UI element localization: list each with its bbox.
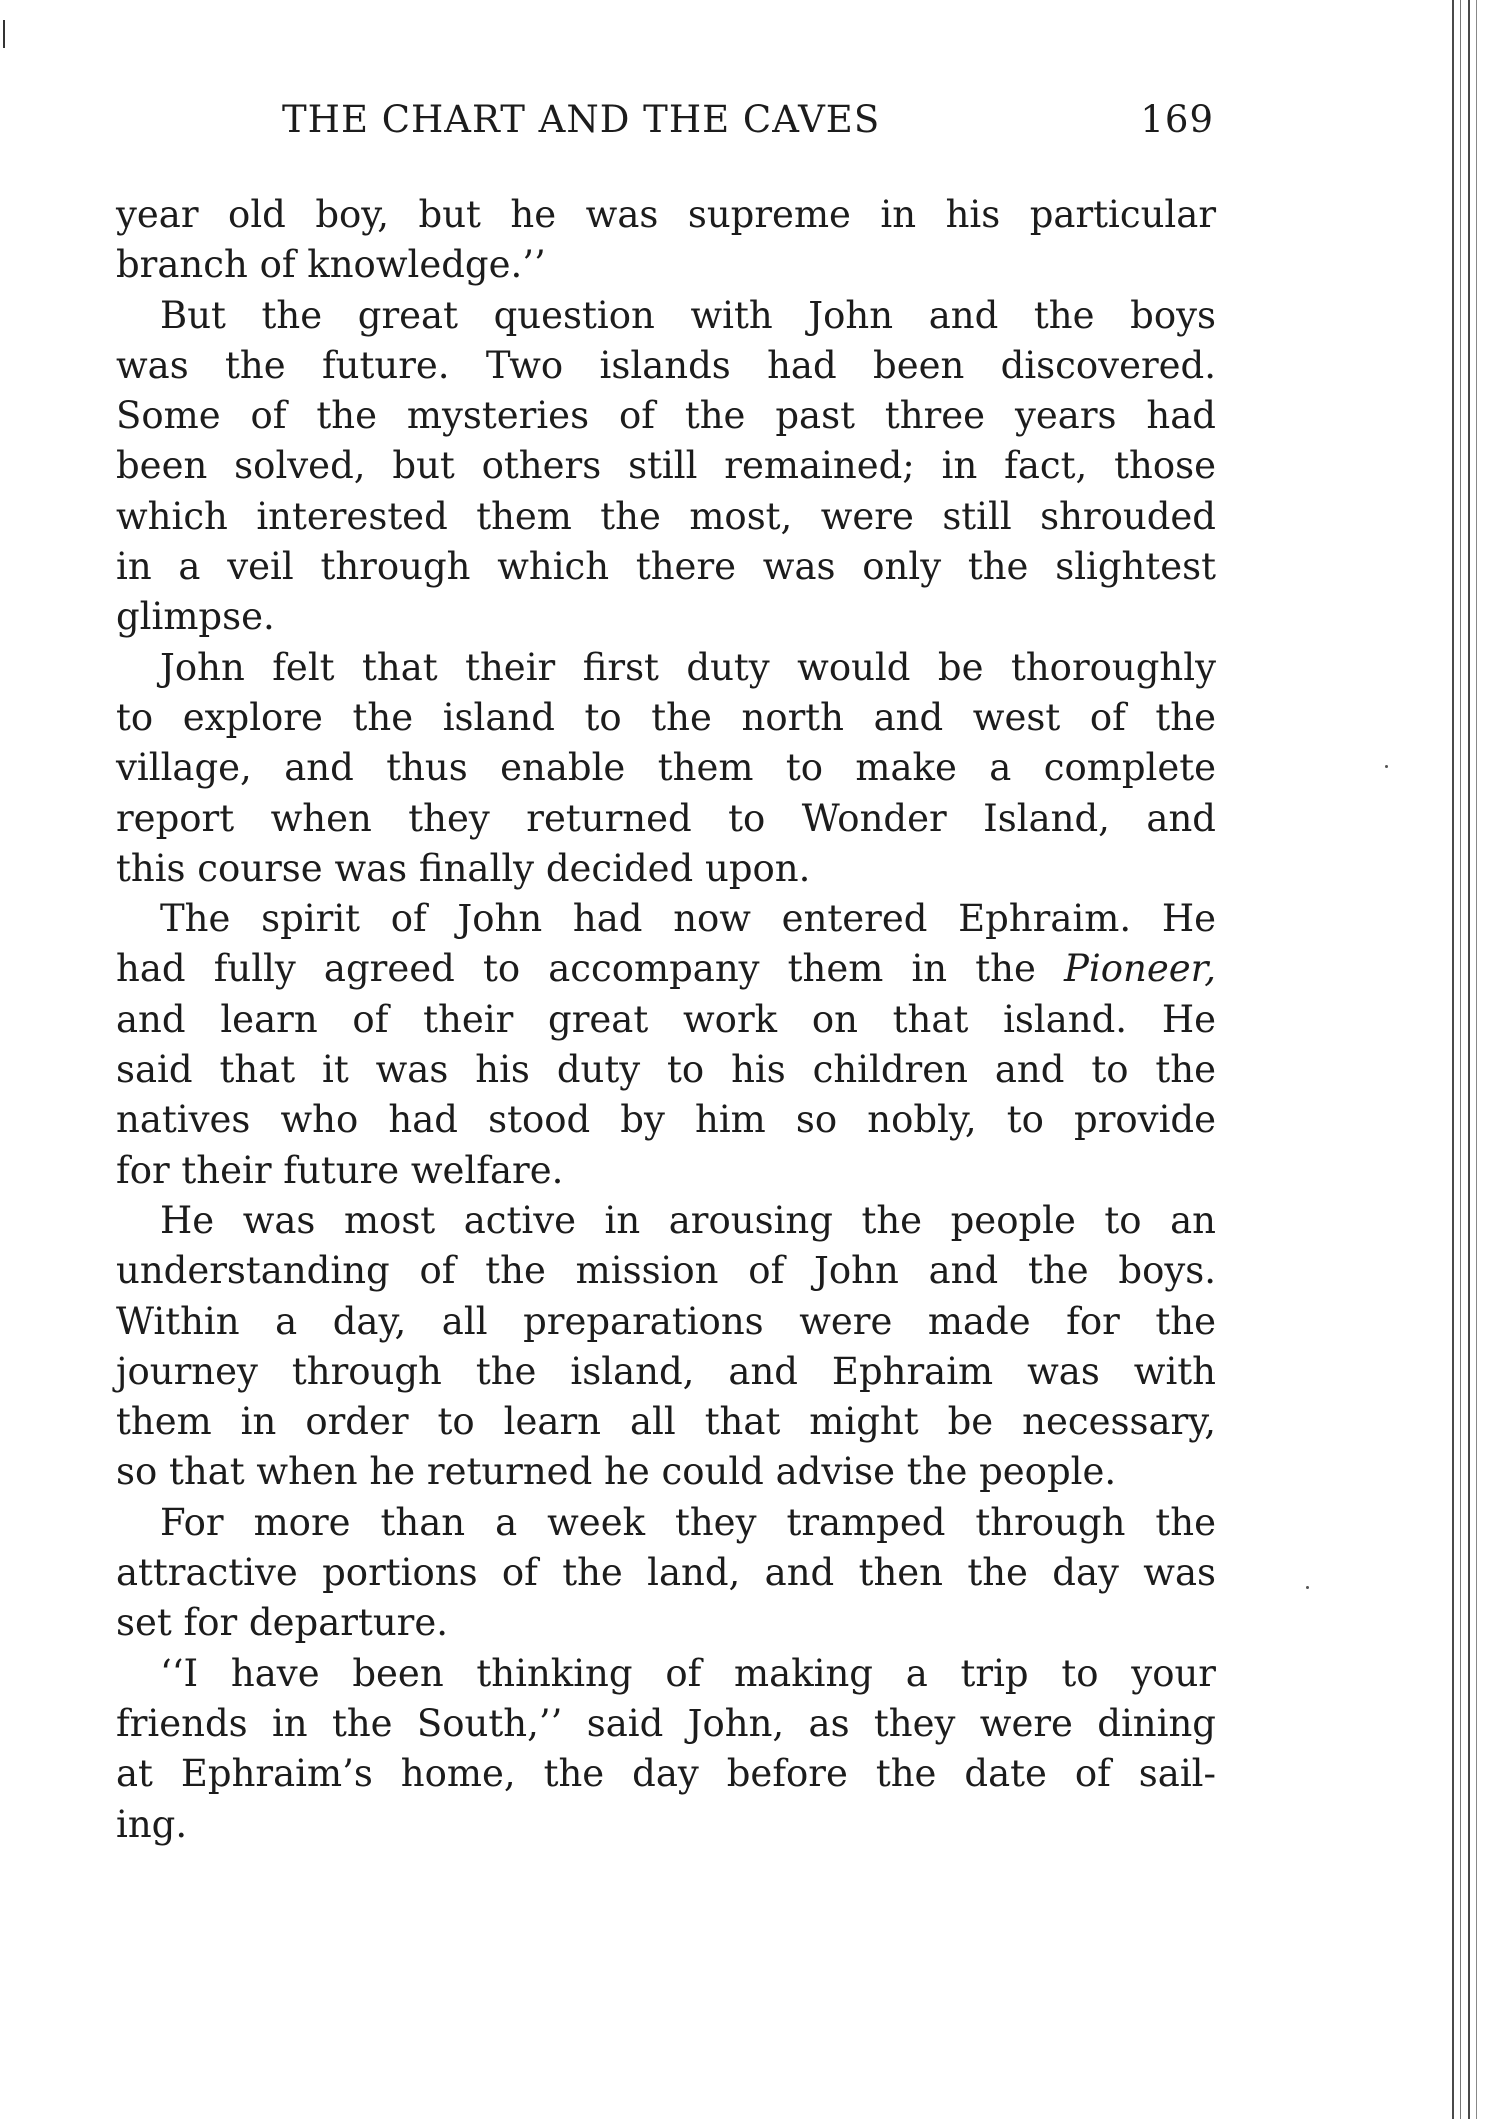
text-line: He was most active in arousing the people to an xyxy=(160,1198,1216,1242)
scan-speck xyxy=(1385,765,1388,768)
running-header xyxy=(116,98,1216,150)
text-line: said that it was his duty to his children and to the xyxy=(116,1048,1216,1092)
scan-edge-line xyxy=(1452,0,1454,2119)
text-line: which interested them the most, were still shrouded xyxy=(116,494,1216,538)
text-line: had fully agreed to accompany them in the Pioneer, xyxy=(116,947,1216,991)
text-line: John felt that their first duty would be thoroughly xyxy=(160,645,1216,689)
body-text xyxy=(116,190,1216,1850)
text-line: ing. xyxy=(116,1802,188,1846)
text-line: and learn of their great work on that island. He xyxy=(116,997,1216,1041)
text-line: was the future. Two islands had been discovered. xyxy=(116,343,1216,387)
text-line: glimpse. xyxy=(116,595,275,639)
text-line: at Ephraim’s home, the day before the date of sail- xyxy=(116,1752,1216,1796)
text-line: ‘‘I have been thinking of making a trip to your xyxy=(160,1651,1216,1695)
text-line: village, and thus enable them to make a complete xyxy=(116,746,1216,790)
scan-speck xyxy=(3,20,5,48)
page-number: 169 xyxy=(1140,98,1214,141)
text-line: Some of the mysteries of the past three years had xyxy=(116,394,1216,438)
text-line: natives who had stood by him so nobly, to provide xyxy=(116,1098,1216,1142)
ship-name: Pioneer, xyxy=(1063,947,1216,991)
scan-edge-line xyxy=(1476,0,1477,2119)
text-line: in a veil through which there was only the slightest xyxy=(116,545,1216,589)
running-title: THE CHART AND THE CAVES xyxy=(282,98,881,141)
scan-edge-line xyxy=(1468,0,1470,2119)
text-line: friends in the South,’’ said John, as they were dining xyxy=(116,1701,1216,1745)
text-line: set for departure. xyxy=(116,1601,448,1645)
text-line: to explore the island to the north and west of the xyxy=(116,695,1216,739)
text-line: so that when he returned he could advise the people. xyxy=(116,1450,1117,1494)
text-line: them in order to learn all that might be necessary, xyxy=(116,1400,1216,1444)
text-line: branch of knowledge.’’ xyxy=(116,243,546,287)
scan-speck xyxy=(1306,1586,1309,1589)
text-line: The spirit of John had now entered Ephraim. He xyxy=(160,897,1216,941)
text-line: for their future welfare. xyxy=(116,1148,564,1192)
text-line: For more than a week they tramped through the xyxy=(160,1500,1216,1544)
text-line: But the great question with John and the boys xyxy=(160,293,1216,337)
scan-edge-line xyxy=(1460,0,1461,2119)
text-line: understanding of the mission of John and the boys. xyxy=(116,1249,1216,1293)
text-line: this course was finally decided upon. xyxy=(116,846,811,890)
text-line: year old boy, but he was supreme in his particular xyxy=(116,193,1216,236)
text-line: attractive portions of the land, and then the day was xyxy=(116,1551,1216,1595)
text-line: journey through the island, and Ephraim was with xyxy=(116,1349,1216,1393)
text-line: report when they returned to Wonder Island, and xyxy=(116,796,1216,840)
text-line: Within a day, all preparations were made for the xyxy=(116,1299,1216,1343)
text-line: been solved, but others still remained; in fact, those xyxy=(116,444,1216,488)
